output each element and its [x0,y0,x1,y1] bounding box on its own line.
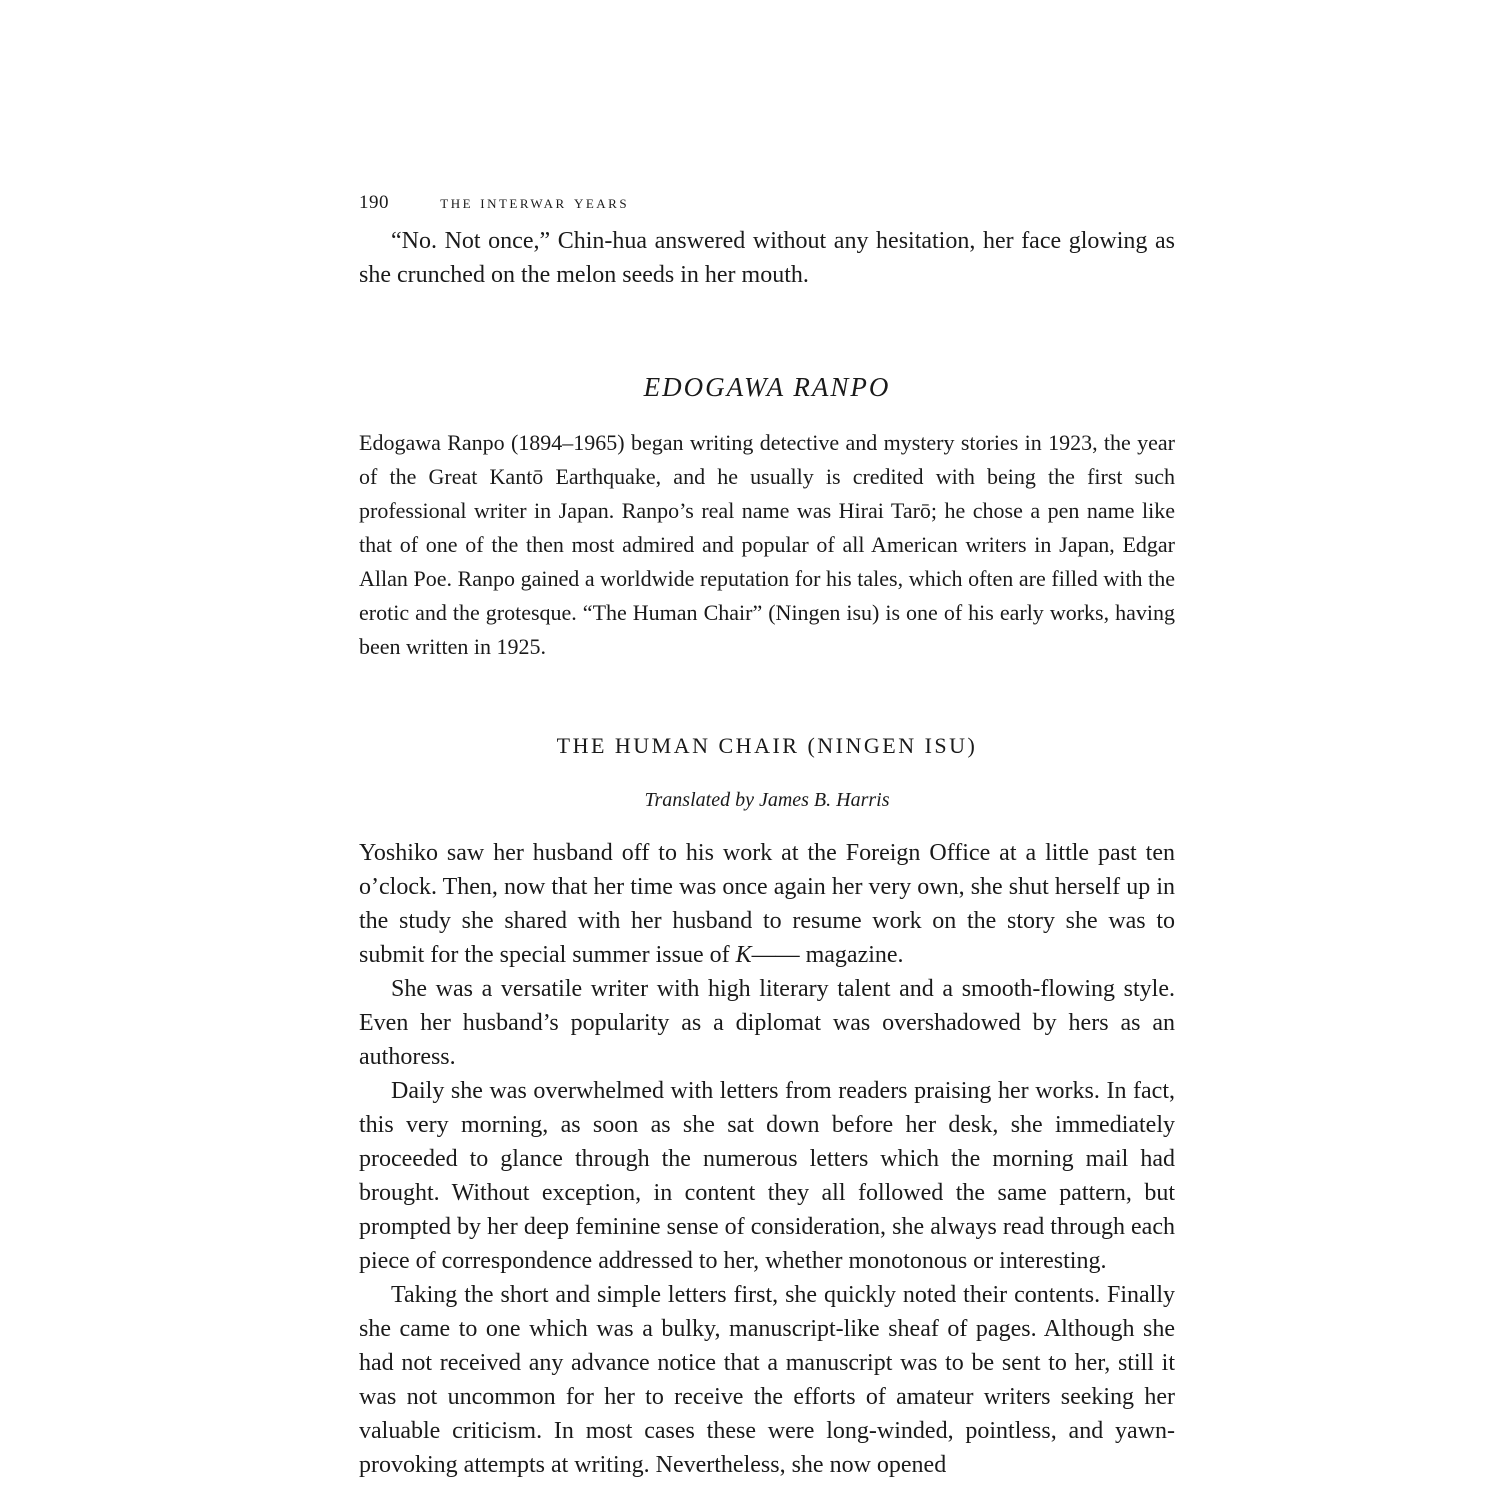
running-head [359,192,1175,214]
page-number: 190 [359,192,389,213]
story-title: THE HUMAN CHAIR (NINGEN ISU) [556,733,978,758]
story-paragraph-3: Daily she was overwhelmed with letters from readers praising her works. In fact, this very morning, as soon as she sat down before her desk, she immediately proceeded to glance through the numerous letters which the morning mail had brought. Without exception, in content they all followed the same pattern, but prompted by her deep feminine sense of consideration, she always read through each piece of correspondence addressed to her, whether monotonous or interesting. [359,1078,1175,1274]
running-head-title: the interwar years [440,192,630,213]
story-paragraph-1-text: Yoshiko saw her husband off to his work at the Foreign Office at a little past ten o’clock. Then, now that her time was once again her very own, she shut herself up in the study she shared with her husband to resume work on the story she was to submit for the special summer issue of [359,840,1175,968]
story-paragraph-2: She was a versatile writer with high literary talent and a smooth-flowing style. Even her husband’s popularity as a diplomat was overshadowed by hers as an authoress. [359,976,1175,1070]
magazine-initial: K [735,942,752,968]
story-paragraph-1-end: —— magazine. [751,942,904,968]
author-introduction [359,426,1175,664]
story-paragraph-1 [359,836,1175,972]
author-introduction-text: Edogawa Ranpo (1894–1965) began writing detective and mystery stories in 1923, the year of the Great Kantō Earthquake, and he usually is credited with being the first such professional writer in Japan. Ranpo’s real name was Hirai Tarō; he chose a pen name like that of one of the then most admired and popular of all American writers in Japan, Edgar Allan Poe. Ranpo gained a worldwide reputation for his tales, which often are filled with the erotic and the grotesque. “The Human Chair” (Ningen isu) is one of his early works, having been written in 1925. [359,430,1175,659]
story-body [359,836,1175,1482]
translator-credit: Translated by James B. Harris [644,789,890,811]
author-heading: EDOGAWA RANPO [643,372,891,402]
story-paragraph-4: Taking the short and simple letters first, she quickly noted their contents. Finally she came to one which was a bulky, manuscript-like sheaf of pages. Although she had not received any advance notice that a manuscript was to be sent to her, still it was not uncommon for her to receive the efforts of amateur writers seeking her valuable criticism. In most cases these were long-winded, pointless, and yawn-provoking attempts at writing. Nevertheless, she now opened [359,1282,1175,1478]
book-page [359,0,1175,1500]
previous-story-ending [359,224,1175,292]
closing-paragraph: “No. Not once,” Chin-hua answered without any hesitation, her face glowing as she crunched on the melon seeds in her mouth. [359,228,1175,288]
